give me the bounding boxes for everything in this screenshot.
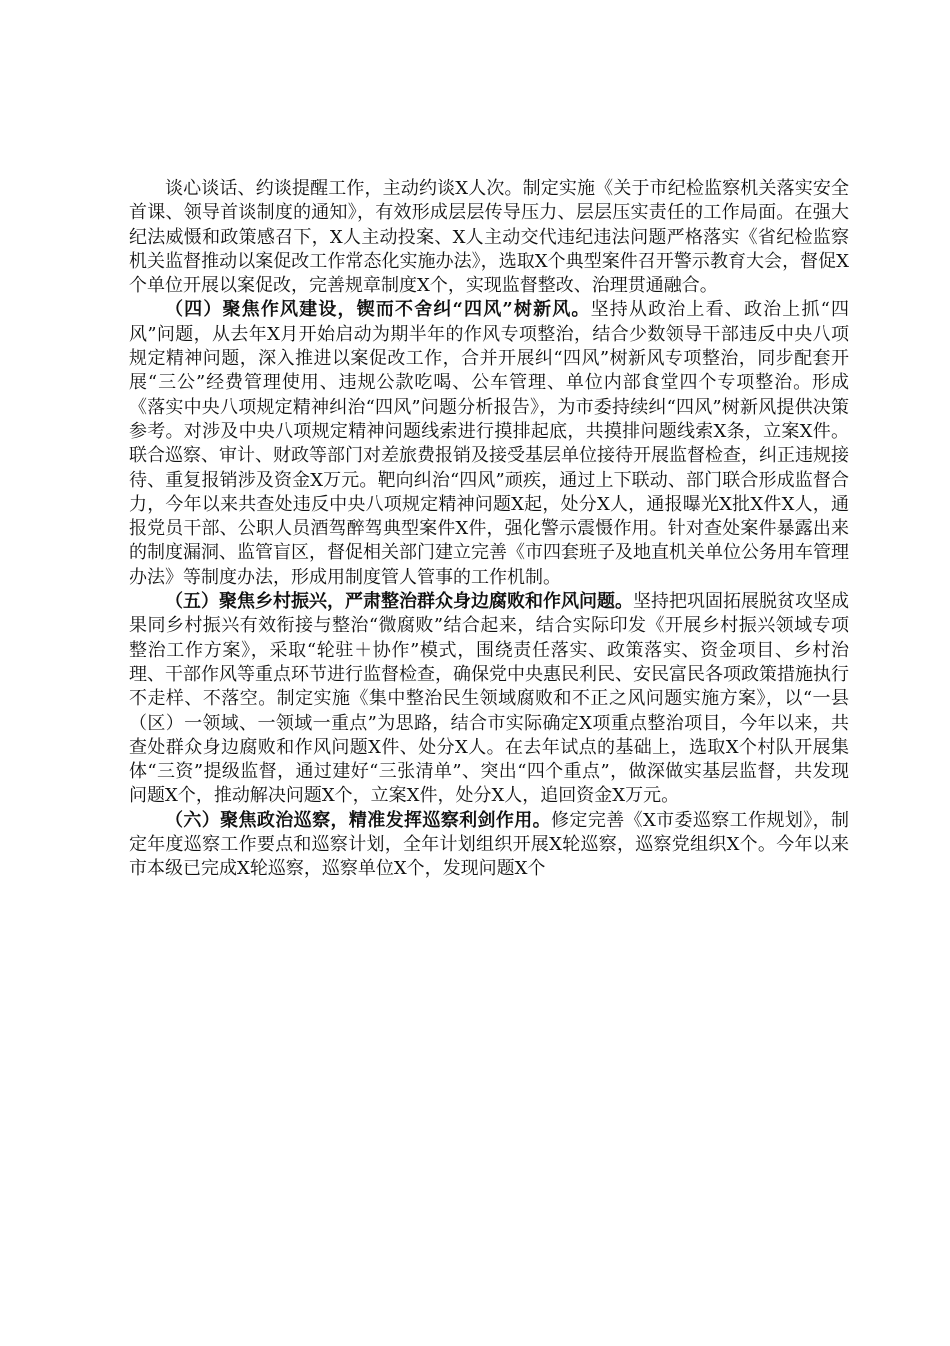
paragraph-body: 坚持从政治上看、政治上抓“四风”问题，从去年X月开始启动为期半年的作风专项整治，结合少数领导干部违反中央八项规定精神问题，深入推进以案促改工作，合并开展纠“四风”树新风专项整治，同步配套开展“三公”经费管理使用、违规公款吃喝、公车管理、单位内部食堂四个专项整治。形成《落实中央八项规定精神纠治“四风”问题分析报告》，为市委持续纠“四风”树新风提供决策参考。对涉及中央八项规定精神问题线索进行摸排起底，共摸排问题线索X条，立案X件。联合巡察、审计、财政等部门对差旅费报销及接受基层单位接待开展监督检查，纠正违规接待、重复报销涉及资金X万元。靶向纠治“四风”顽疾，通过上下联动、部门联合形成监督合力，今年以来共查处违反中央八项规定精神问题X起，处分X人，通报曝光X批X件X人，通报党员干部、公职人员酒驾醉驾典型案件X件，强化警示震慑作用。针对查处案件暴露出来的制度漏洞、监管盲区，督促相关部门建立完善《市四套班子及地直机关单位公务用车管理办法》等制度办法，形成用制度管人管事的工作机制。 xyxy=(129,299,849,588)
paragraph-section-5 xyxy=(129,590,849,809)
section-heading: （四）聚焦作风建设，锲而不舍纠“四风”树新风。 xyxy=(165,299,591,321)
paragraph-body: 坚持把巩固拓展脱贫攻坚成果同乡村振兴有效衔接与整治“微腐败”结合起来，结合实际印发《开展乡村振兴领域专项整治工作方案》，采取“轮驻＋协作”模式，围绕责任落实、政策落实、资金项目、乡村治理、干部作风等重点环节进行监督检查，确保党中央惠民利民、安民富民各项政策措施执行不走样、不落空。制定实施《集中整治民生领域腐败和不正之风问题实施方案》，以“一县（区）一领域、一领域一重点”为思路，结合市实际确定X项重点整治项目，今年以来，共查处群众身边腐败和作风问题X件、处分X人。在去年试点的基础上，选取X个村队开展集体“三资”提级监督，通过建好“三张清单”、突出“四个重点”，做深做实基层监督，共发现问题X个，推动解决问题X个，立案X件，处分X人，追回资金X万元。 xyxy=(129,591,849,807)
paragraph-body: 谈心谈话、约谈提醒工作，主动约谈X人次。制定实施《关于市纪检监察机关落实安全首课、领导首谈制度的通知》，有效形成层层传导压力、层层压实责任的工作局面。在强大纪法威慑和政策感召下，X人主动投案、X人主动交代违纪违法问题严格落实《省纪检监察机关监督推动以案促改工作常态化实施办法》，选取X个典型案件召开警示教育大会，督促X个单位开展以案促改，完善规章制度X个，实现监督整改、治理贯通融合。 xyxy=(129,178,849,297)
paragraph-continuation xyxy=(129,177,849,298)
paragraph-body: 修定完善《X市委巡察工作规划》，制定年度巡察工作要点和巡察计划，全年计划组织开展X轮巡察，巡察党组织X个。今年以来市本级已完成X轮巡察，巡察单位X个，发现问题X个 xyxy=(129,809,849,880)
section-heading: （五）聚焦乡村振兴，严肃整治群众身边腐败和作风问题。 xyxy=(165,591,633,613)
paragraph-section-4 xyxy=(129,298,849,590)
document-body xyxy=(129,177,849,882)
paragraph-section-6 xyxy=(129,809,849,882)
section-heading: （六）聚焦政治巡察，精准发挥巡察利剑作用。 xyxy=(165,809,552,831)
